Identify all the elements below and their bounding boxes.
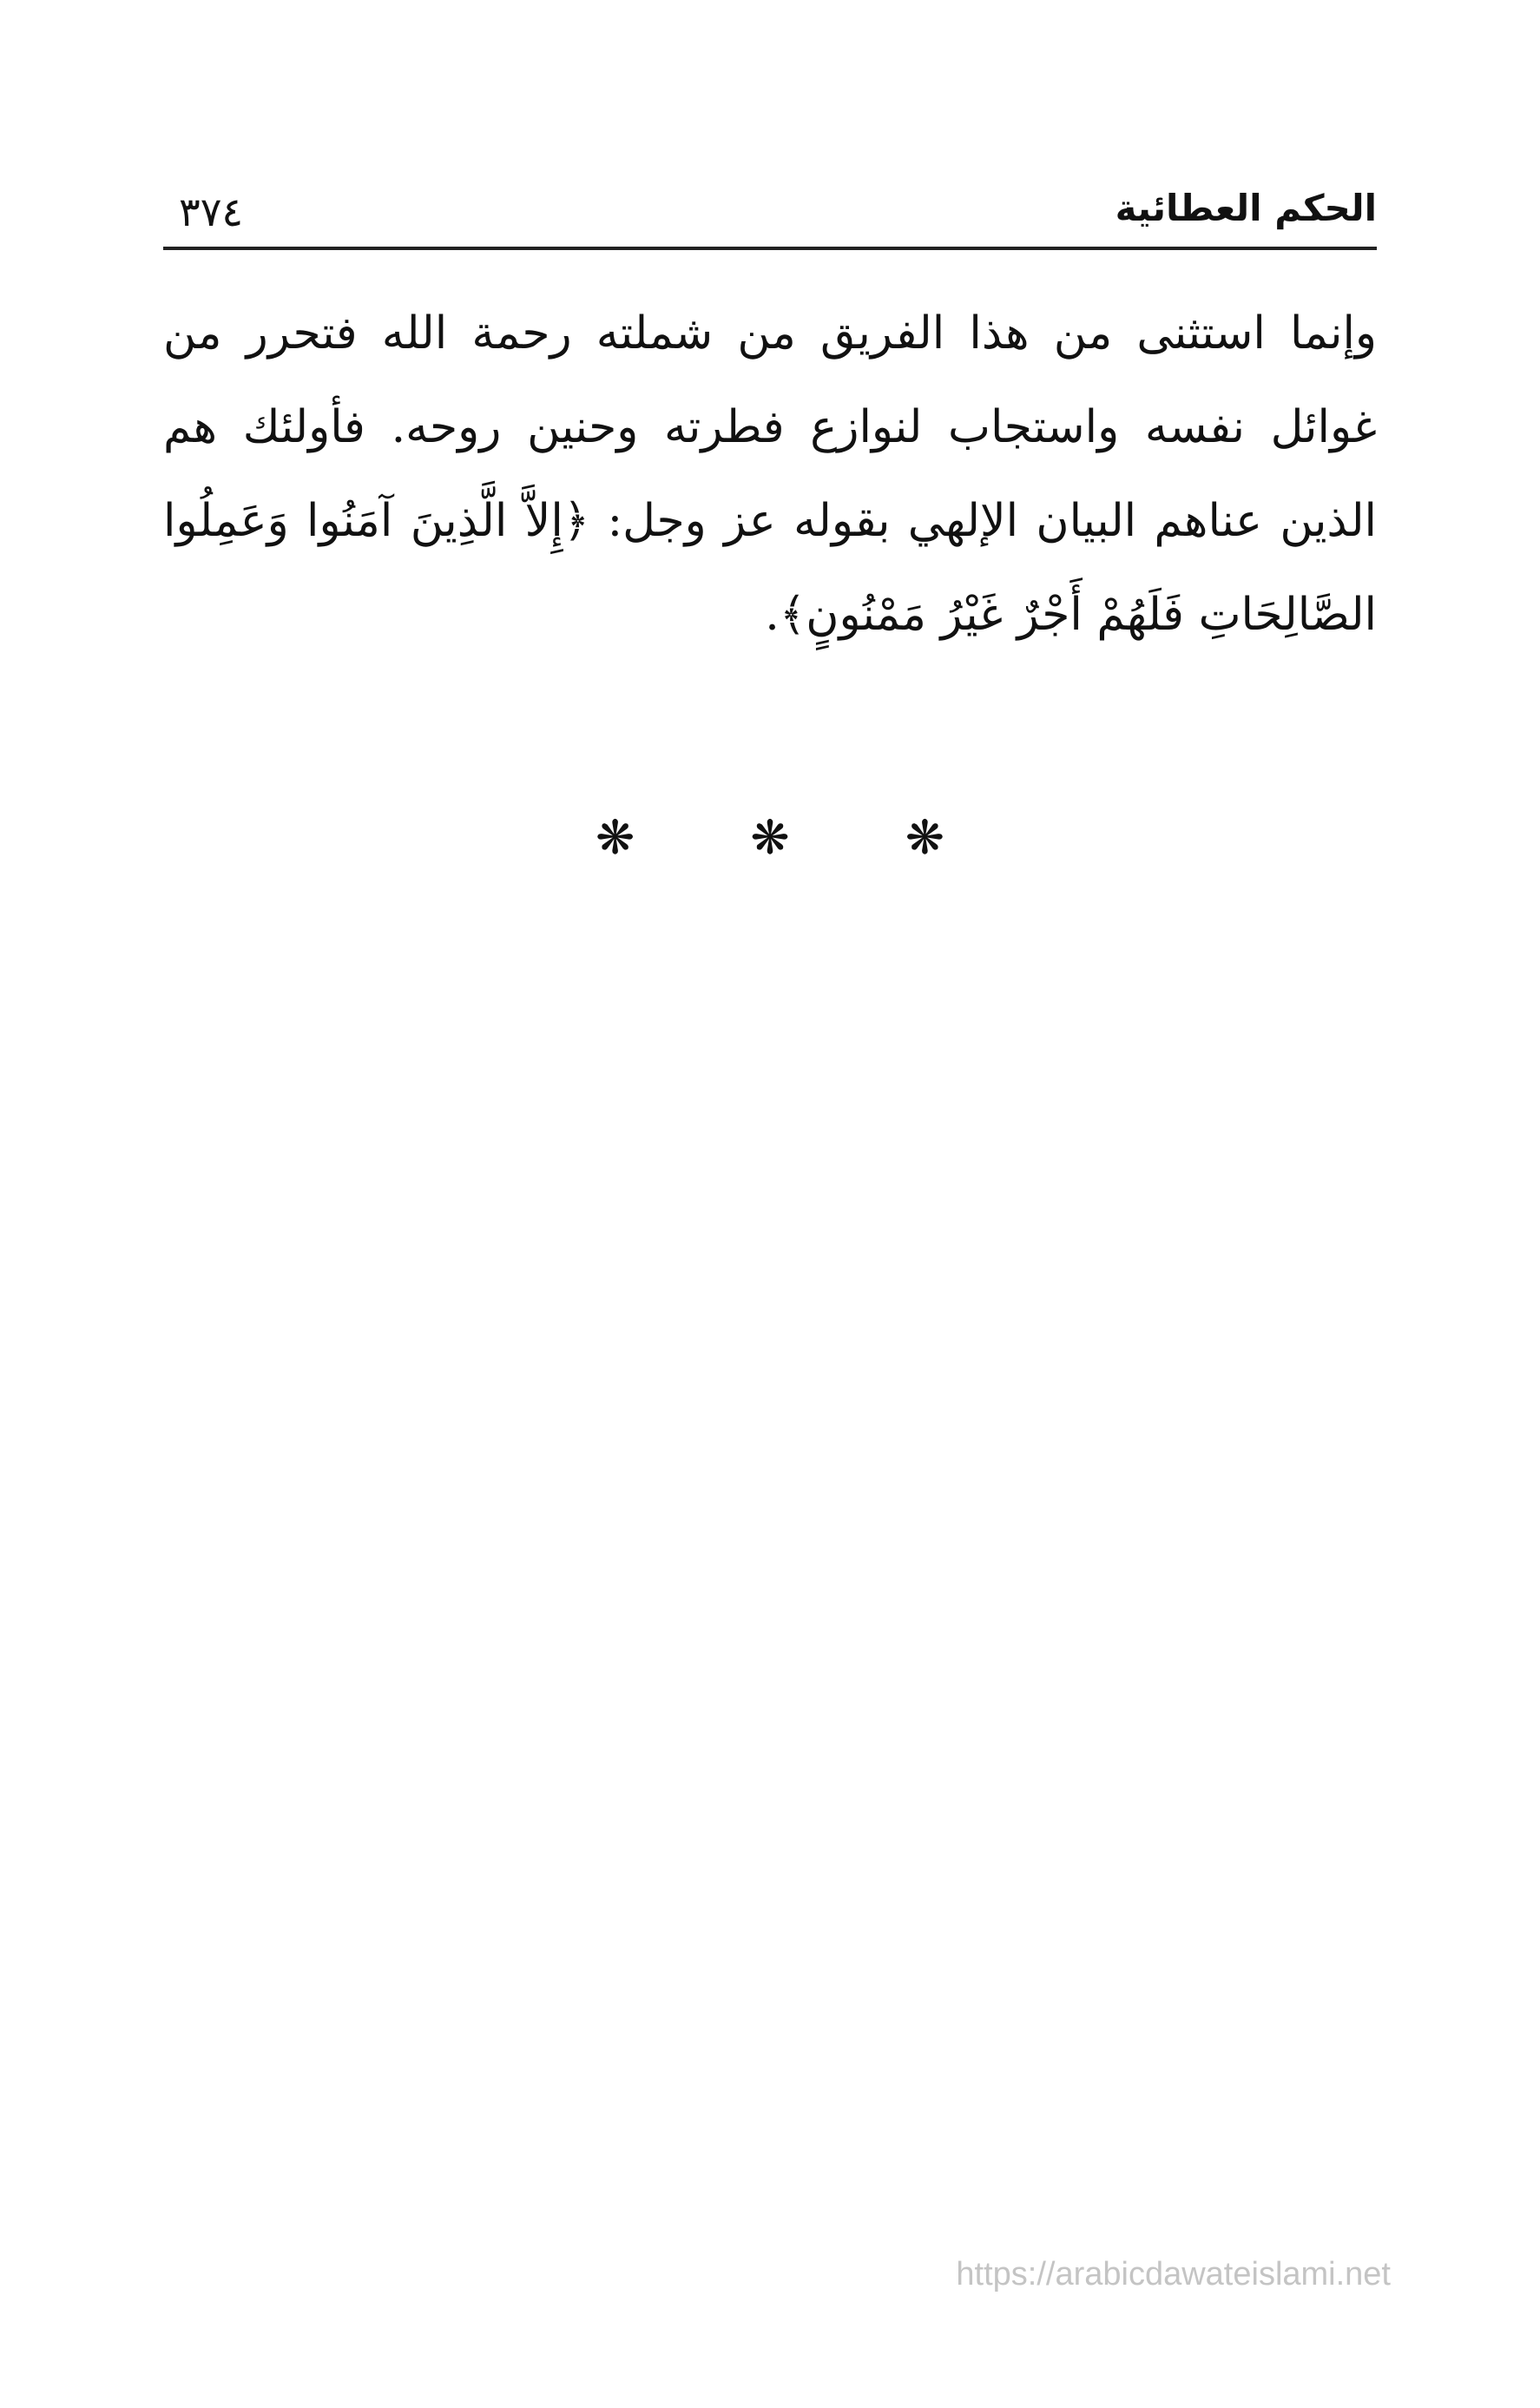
quran-quote: ﴿إِلاَّ الَّذِينَ آمَنُوا وَعَمِلُوا الصَّالِحَاتِ فَلَهُمْ أَجْرٌ غَيْرُ مَمْنُونٍ﴾ [163,495,1377,641]
header-divider [163,247,1377,250]
paragraph-text [163,287,1377,662]
page-number: ٣٧٤ [179,188,244,235]
book-title: الحكم العطائية [1115,187,1377,229]
section-separator [0,808,1540,868]
asterisk-icon: ❋ [595,810,635,865]
text-before-quote: وإنما استثنى من هذا الفريق من شملته رحمة الله فتحرر من غوائل نفسه واستجاب لنوازع فطرته وحنين روحه. فأولئك هم الذين عناهم البيان الإلهي بقوله عز وجل: [163,307,1378,547]
asterisk-icon: ❋ [905,810,945,865]
text-after-quote: . [765,589,780,641]
body-paragraph [163,287,1377,662]
watermark-url: https://arabicdawateislami.net [956,2256,1391,2293]
asterisk-icon: ❋ [750,810,790,865]
page-header [163,182,1377,243]
